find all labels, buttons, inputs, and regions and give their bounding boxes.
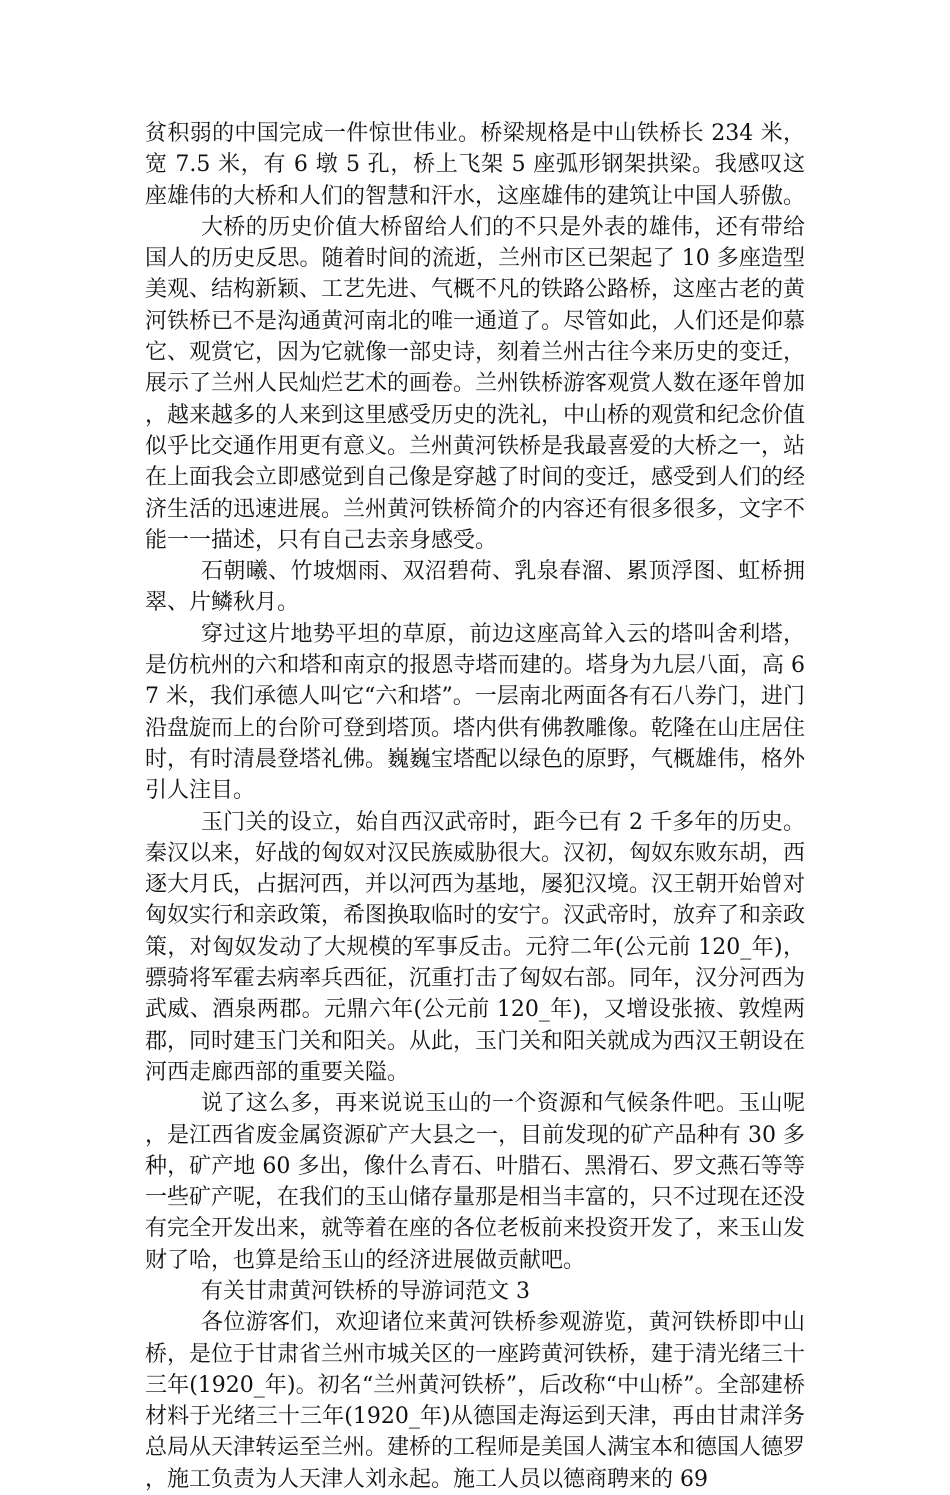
paragraph-pagoda: 穿过这片地势平坦的草原，前边这座高耸入云的塔叫舍利塔，是仿杭州的六和塔和南京的报恩寺塔而建的。塔身为九层八面，高 67 米，我们承德人叫它“六和塔”。一层南北两面各有石八券门，进门沿盘旋而上的台阶可登到塔顶。塔内供有佛教雕像。乾隆在山庄居住时，有时清晨登塔礼佛。巍巍宝塔配以绿色的原野，气概雄伟，格外引人注目。 [145,621,806,804]
paragraph-yushan-resources: 说了这么多，再来说说玉山的一个资源和气候条件吧。玉山呢，是江西省废金属资源矿产大县之一，目前发现的矿产品种有 30 多种，矿产地 60 多出，像什么青石、叶腊石、黑滑石、罗文燕石等等一些矿产呢，在我们的玉山储存量那是相当丰富的，只不过现在还没有完全开发出来，就等着在座的各位老板前来投资开发了，来玉山发财了哈，也算是给玉山的经济进展做贡献吧。 [145,1091,806,1273]
paragraph-iron-bridge-intro: 各位游客们，欢迎诸位来黄河铁桥参观游览，黄河铁桥即中山桥，是位于甘肃省兰州市城关区的一座跨黄河铁桥，建于清光绪三十三年(1920_年)。初名“兰州黄河铁桥”，后改称“中山桥”。全部建桥材料于光绪三十三年(1920_年)从德国走海运到天津，再由甘肃洋务总局从天津转运至兰州。建桥的工程师是美国人满宝本和德国人德罗，施工负责为人天津人刘永起。施工人员以德商聘来的 69 [145,1310,806,1492]
paragraph-continued: 贫积弱的中国完成一件惊世伟业。桥梁规格是中山铁桥长 234 米，宽 7.5 米，有 6 墩 5 孔，桥上飞架 5 座弧形钢架拱梁。我感叹这座雄伟的大桥和人们的智慧和汗水，这座雄伟的建筑让中国人骄傲。 [145,121,806,209]
document-page [145,118,805,1495]
paragraph-scenery-list: 石朝曦、竹坡烟雨、双沼碧荷、乳泉春溜、累顶浮图、虹桥拥翠、片鳞秋月。 [145,559,805,616]
paragraph-yumen-pass: 玉门关的设立，始自西汉武帝时，距今已有 2 千多年的历史。秦汉以来，好战的匈奴对汉民族威胁很大。汉初，匈奴东败东胡，西逐大月氏，占据河西，并以河西为基地，屡犯汉境。汉王朝开始曾对匈奴实行和亲政策，希图换取临时的安宁。汉武帝时，放弃了和亲政策，对匈奴发动了大规模的军事反击。元狩二年(公元前 120_年)，骠骑将军霍去病率兵西征，沉重打击了匈奴右部。同年，汉分河西为武威、酒泉两郡。元鼎六年(公元前 120_年)，又增设张掖、敦煌两郡，同时建玉门关和阳关。从此，玉门关和阳关就成为西汉王朝设在河西走廊西部的重要关隘。 [145,809,806,1085]
paragraph-history-value: 大桥的历史价值大桥留给人们的不只是外表的雄伟，还有带给国人的历史反思。随着时间的流逝，兰州市区已架起了 10 多座造型美观、结构新颖、工艺先进、气概不凡的铁路公路桥，这座古老的黄河铁桥已不是沟通黄河南北的唯一通道了。尽管如此，人们还是仰慕它、观赏它，因为它就像一部史诗，刻着兰州古往今来历史的变迁，展示了兰州人民灿烂艺术的画卷。兰州铁桥游客观赏人数在逐年曾加，越来越多的人来到这里感受历史的洗礼，中山桥的观赏和纪念价值似乎比交通作用更有意义。兰州黄河铁桥是我最喜爱的大桥之一，站在上面我会立即感觉到自己像是穿越了时间的变迁，感受到人们的经济生活的迅速进展。兰州黄河铁桥简介的内容还有很多很多，文字不能一一描述，只有自己去亲身感受。 [145,214,806,553]
section-heading: 有关甘肃黄河铁桥的导游词范文 3 [201,1278,530,1304]
